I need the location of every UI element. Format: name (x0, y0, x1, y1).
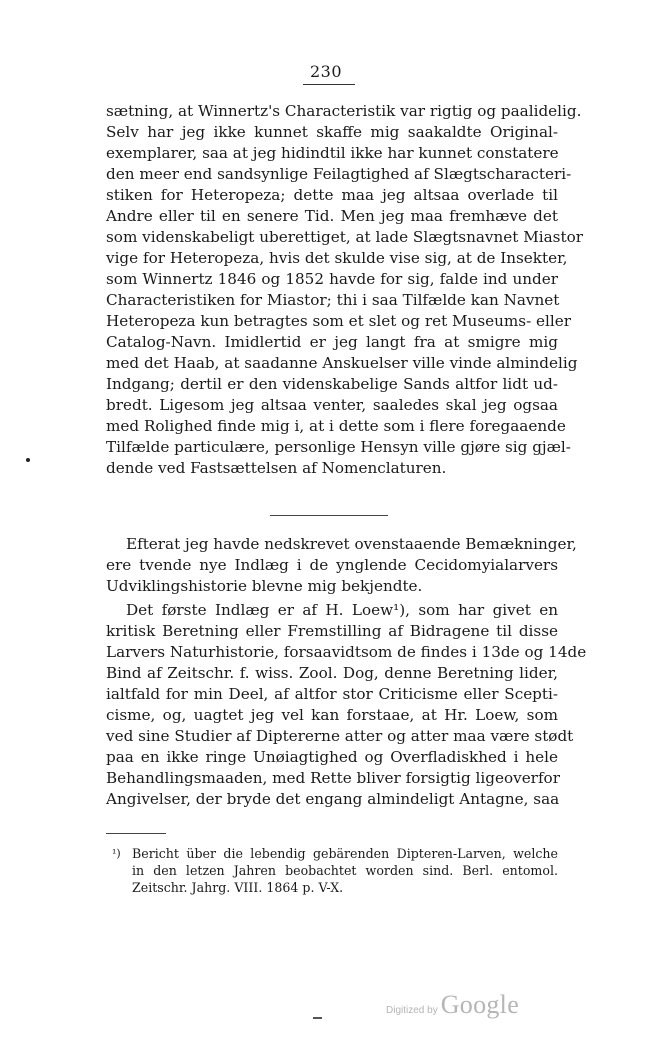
page-number-rule (303, 84, 355, 85)
body-line: kritisk Beretning eller Fremstilling af Bidragene til disse (106, 622, 558, 640)
body-line: Andre eller til en senere Tid. Men jeg maa fremhæve det (106, 207, 558, 225)
watermark-prefix: Digitized by (386, 1005, 438, 1016)
body-line: Udviklingshistorie blevne mig bekjendte. (106, 577, 423, 595)
body-line: ved sine Studier af Diptererne atter og atter maa være stødt (106, 727, 574, 745)
body-line: Det første Indlæg er af H. Loew¹), som har givet en (126, 601, 558, 619)
body-line: cisme, og, uagtet jeg vel kan forstaae, at Hr. Loew, som (106, 706, 558, 724)
section-divider (270, 515, 388, 516)
body-line: Bind af Zeitschr. f. wiss. Zool. Dog, denne Beretning lider, (106, 664, 558, 682)
body-line: Behandlingsmaaden, med Rette bliver forsigtig ligeoverfor (106, 769, 560, 787)
body-line: dende ved Fastsættelsen af Nomenclaturen. (106, 459, 447, 477)
body-line: ere tvende nye Indlæg i de ynglende Cecidomyialarvers (106, 556, 558, 574)
body-line: paa en ikke ringe Unøiagtighed og Overfladiskhed i hele (106, 748, 558, 766)
body-line: stiken for Heteropeza; dette maa jeg altsaa overlade til (106, 186, 558, 204)
body-line: ialtfald for min Deel, af altfor stor Criticisme eller Scepti- (106, 685, 558, 703)
body-line: vige for Heteropeza, hvis det skulde vise sig, at de Insekter, (106, 249, 568, 267)
body-line: som videnskabeligt uberettiget, at lade Slægtsnavnet Miastor (106, 228, 583, 246)
body-line: sætning, at Winnertz's Characteristik var rigtig og paalidelig. (106, 102, 582, 120)
google-logo: Google (440, 990, 520, 1019)
body-line: Catalog-Navn. Imidlertid er jeg langt fra at smigre mig (106, 333, 558, 351)
body-line: Larvers Naturhistorie, forsaavidtsom de findes i 13de og 14de (106, 643, 587, 661)
body-line: med det Haab, at saadanne Anskuelser ville vinde almindelig (106, 354, 578, 372)
footnote-line: Zeitschr. Jahrg. VIII. 1864 p. V-X. (132, 880, 344, 895)
footnote-rule (106, 833, 166, 834)
body-line: Selv har jeg ikke kunnet skaffe mig saakaldte Original- (106, 123, 558, 141)
body-line: Indgang; dertil er den videnskabelige Sands altfor lidt ud- (106, 375, 558, 393)
body-line: med Rolighed finde mig i, at i dette som i flere foregaaende (106, 417, 566, 435)
page-number: 230 (309, 62, 343, 81)
body-line: den meer end sandsynlige Feilagtighed af Slægtscharacteri- (106, 165, 572, 183)
body-line: Characteristiken for Miastor; thi i saa Tilfælde kan Navnet (106, 291, 560, 309)
body-line: Angivelser, der bryde det engang almindeligt Antagne, saa (106, 790, 560, 808)
footnote-line: Bericht über die lebendig gebärenden Dipteren-Larven, welche (132, 846, 558, 861)
footnote-line: in den letzen Jahren beobachtet worden sind. Berl. entomol. (132, 863, 558, 878)
body-line: Heteropeza kun betragtes som et slet og ret Museums- eller (106, 312, 572, 330)
body-line: Tilfælde particulære, personlige Hensyn ville gjøre sig gjæl- (106, 438, 571, 456)
digitized-watermark (386, 990, 519, 1020)
body-line: bredt. Ligesom jeg altsaa venter, saaledes skal jeg ogsaa (106, 396, 558, 414)
body-line: exemplarer, saa at jeg hidindtil ikke har kunnet constatere (106, 144, 559, 162)
scan-mark (313, 1017, 322, 1019)
body-line: Efterat jeg havde nedskrevet ovenstaaende Bemækninger, (126, 535, 577, 553)
margin-dot (26, 458, 30, 462)
footnote-marker: ¹) (112, 847, 121, 860)
body-line: som Winnertz 1846 og 1852 havde for sig, falde ind under (106, 270, 558, 288)
